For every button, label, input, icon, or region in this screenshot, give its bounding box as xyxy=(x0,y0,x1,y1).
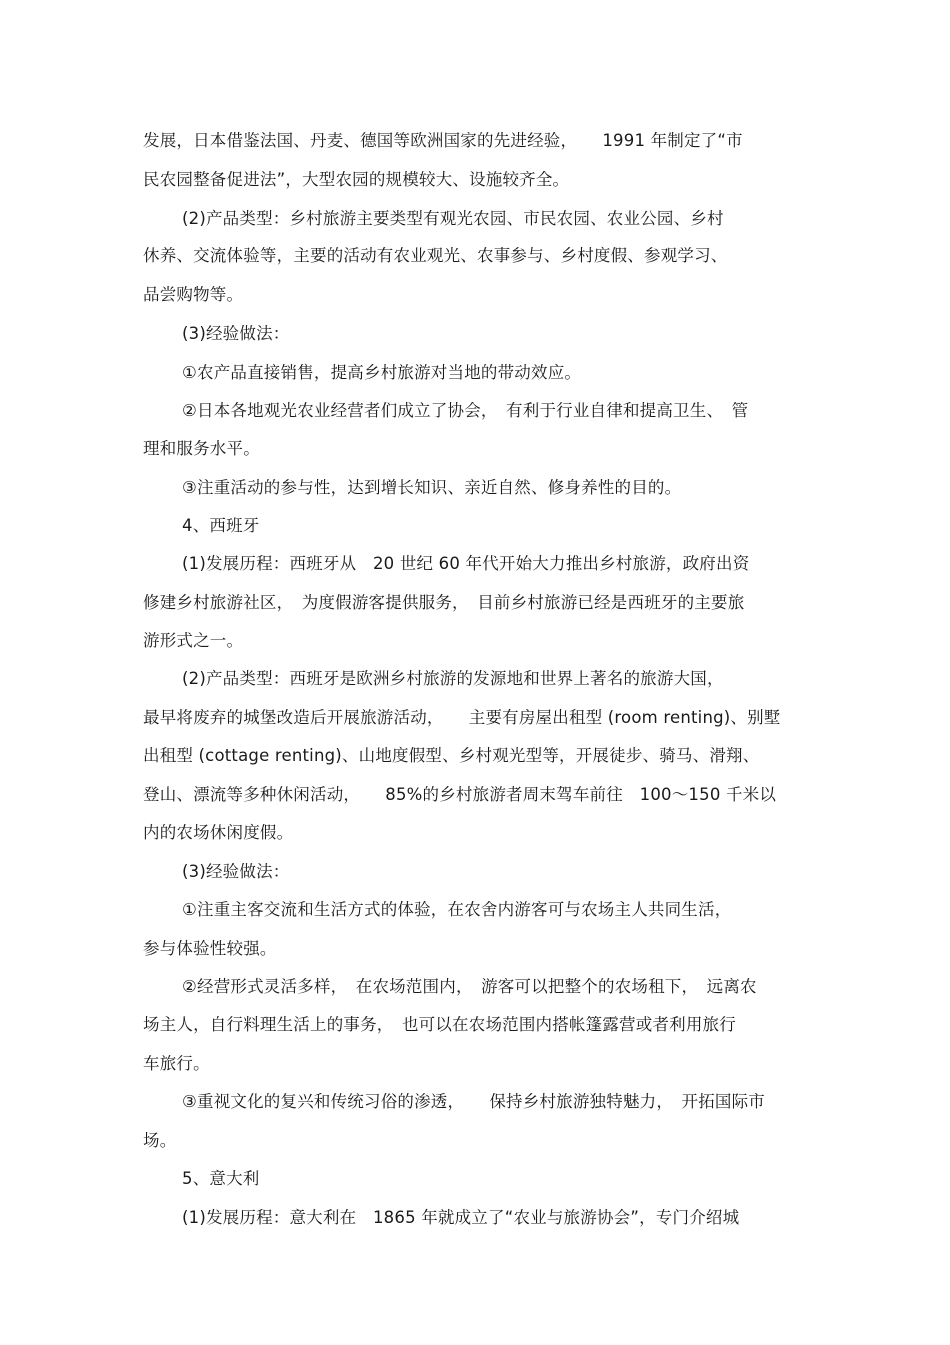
text-line: 出租型 (cottage renting)、山地度假型、乡村观光型等，开展徒步、骑马、滑翔、 xyxy=(143,746,760,765)
text-line: 民农园整备促进法”，大型农园的规模较大、设施较齐全。 xyxy=(143,170,570,189)
text-line: 内的农场休闲度假。 xyxy=(143,823,294,842)
text-line: 场主人，自行料理生活上的事务， 也可以在农场范围内搭帐篷露营或者利用旅行 xyxy=(143,1015,736,1034)
text-line: 最早将废弃的城堡改造后开展旅游活动， 主要有房屋出租型 (room renting)、别墅 xyxy=(143,708,781,727)
text-line: 理和服务水平。 xyxy=(143,439,260,458)
text-line: ②经营形式灵活多样， 在农场范围内， 游客可以把整个的农场租下， 远离农 xyxy=(182,977,757,996)
section-heading: 4、西班牙 xyxy=(182,516,260,535)
text-line: 品尝购物等。 xyxy=(143,285,244,304)
text-line: (3)经验做法： xyxy=(182,862,290,881)
text-line: ①注重主客交流和生活方式的体验，在农舍内游客可与农场主人共同生活， xyxy=(182,900,732,919)
text-line: ②日本各地观光农业经营者们成立了协会， 有利于行业自律和提高卫生、 管 xyxy=(182,401,749,420)
text-line: (1)发展历程：西班牙从 20 世纪 60 年代开始大力推出乡村旅游，政府出资 xyxy=(182,554,750,573)
text-line: ③注重活动的参与性，达到增长知识、亲近自然、修身养性的目的。 xyxy=(182,478,682,497)
text-line: ①农产品直接销售，提高乡村旅游对当地的带动效应。 xyxy=(182,363,582,382)
text-line: 休养、交流体验等，主要的活动有农业观光、农事参与、乡村度假、参观学习、 xyxy=(143,246,728,265)
text-line: 修建乡村旅游社区， 为度假游客提供服务， 目前乡村旅游已经是西班牙的主要旅 xyxy=(143,593,745,612)
text-line: ③重视文化的复兴和传统习俗的渗透， 保持乡村旅游独特魅力， 开拓国际市 xyxy=(182,1092,765,1111)
section-heading: 5、意大利 xyxy=(182,1169,260,1188)
text-line: (1)发展历程：意大利在 1865 年就成立了“农业与旅游协会”，专门介绍城 xyxy=(182,1208,740,1227)
text-line: (2)产品类型：乡村旅游主要类型有观光农园、市民农园、农业公园、乡村 xyxy=(182,209,724,228)
text-line: 登山、漂流等多种休闲活动， 85%的乡村旅游者周末驾车前往 100～150 千米以 xyxy=(143,785,777,804)
text-line: 场。 xyxy=(143,1131,177,1150)
text-line: (3)经验做法： xyxy=(182,324,290,343)
text-line: 车旅行。 xyxy=(143,1054,210,1073)
text-line: 游形式之一。 xyxy=(143,631,244,650)
text-line: 发展，日本借鉴法国、丹麦、德国等欧洲国家的先进经验， 1991 年制定了“市 xyxy=(143,131,743,150)
text-line: (2)产品类型：西班牙是欧洲乡村旅游的发源地和世界上著名的旅游大国， xyxy=(182,669,724,688)
text-line: 参与体验性较强。 xyxy=(143,939,277,958)
